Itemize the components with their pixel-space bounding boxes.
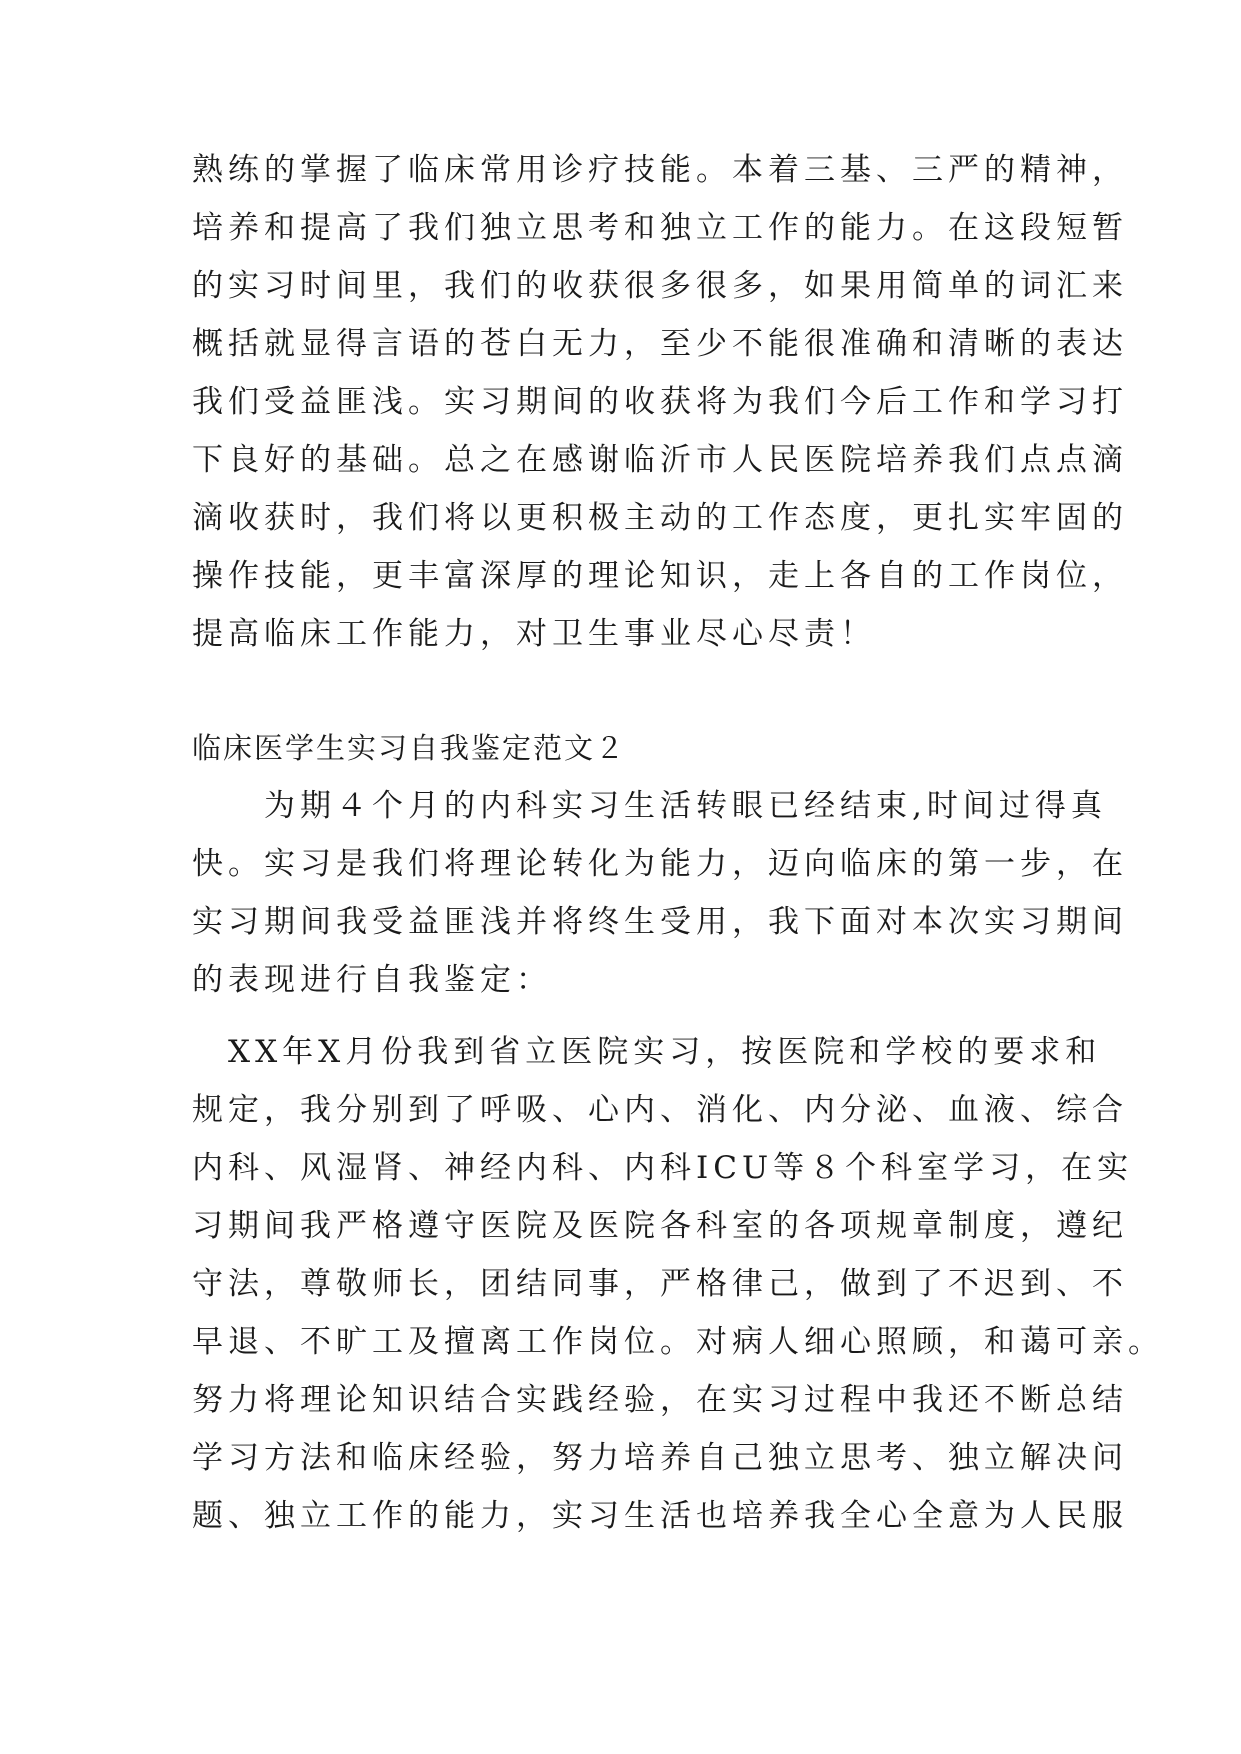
text-line: 培养和提高了我们独立思考和独立工作的能力。在这段短暂: [192, 210, 1128, 246]
text-line: 滴收获时，我们将以更积极主动的工作态度，更扎实牢固的: [192, 500, 1128, 536]
text-line: 规定，我分别到了呼吸、心内、消化、内分泌、血液、综合: [192, 1092, 1128, 1128]
text-line: 习期间我严格遵守医院及医院各科室的各项规章制度，遵纪: [192, 1208, 1128, 1244]
text-line: 早退、不旷工及擅离工作岗位。对病人细心照顾，和蔼可亲。: [192, 1324, 1164, 1360]
text-line: 题、独立工作的能力，实习生活也培养我全心全意为人民服: [192, 1498, 1128, 1534]
text-line: 快。实习是我们将理论转化为能力，迈向临床的第一步，在: [192, 846, 1128, 882]
text-line: 的表现进行自我鉴定：: [192, 962, 552, 998]
text-line: 实习期间我受益匪浅并将终生受用，我下面对本次实习期间: [192, 904, 1128, 940]
text-line: 努力将理论知识结合实践经验，在实习过程中我还不断总结: [192, 1382, 1128, 1418]
section-heading: 临床医学生实习自我鉴定范文２: [192, 731, 627, 765]
text-line: 的实习时间里，我们的收获很多很多，如果用简单的词汇来: [192, 268, 1128, 304]
text-line: 我们受益匪浅。实习期间的收获将为我们今后工作和学习打: [192, 384, 1128, 420]
text-line: 提高临床工作能力，对卫生事业尽心尽责！: [192, 616, 876, 652]
text-line: 内科、风湿肾、神经内科、内科ICU等８个科室学习，在实: [192, 1150, 1134, 1186]
text-line: 概括就显得言语的苍白无力，至少不能很准确和清晰的表达: [192, 326, 1128, 362]
text-line: 操作技能，更丰富深厚的理论知识，走上各自的工作岗位，: [192, 558, 1128, 594]
text-line: 守法，尊敬师长，团结同事，严格律己，做到了不迟到、不: [192, 1266, 1128, 1302]
text-line: XX年X月份我到省立医院实习，按医院和学校的要求和: [192, 1034, 1102, 1070]
text-line: 为期４个月的内科实习生活转眼已经结束,时间过得真: [192, 788, 1107, 824]
text-line: 学习方法和临床经验，努力培养自己独立思考、独立解决问: [192, 1440, 1128, 1476]
text-line: 熟练的掌握了临床常用诊疗技能。本着三基、三严的精神，: [192, 152, 1128, 188]
text-line: 下良好的基础。总之在感谢临沂市人民医院培养我们点点滴: [192, 442, 1128, 478]
